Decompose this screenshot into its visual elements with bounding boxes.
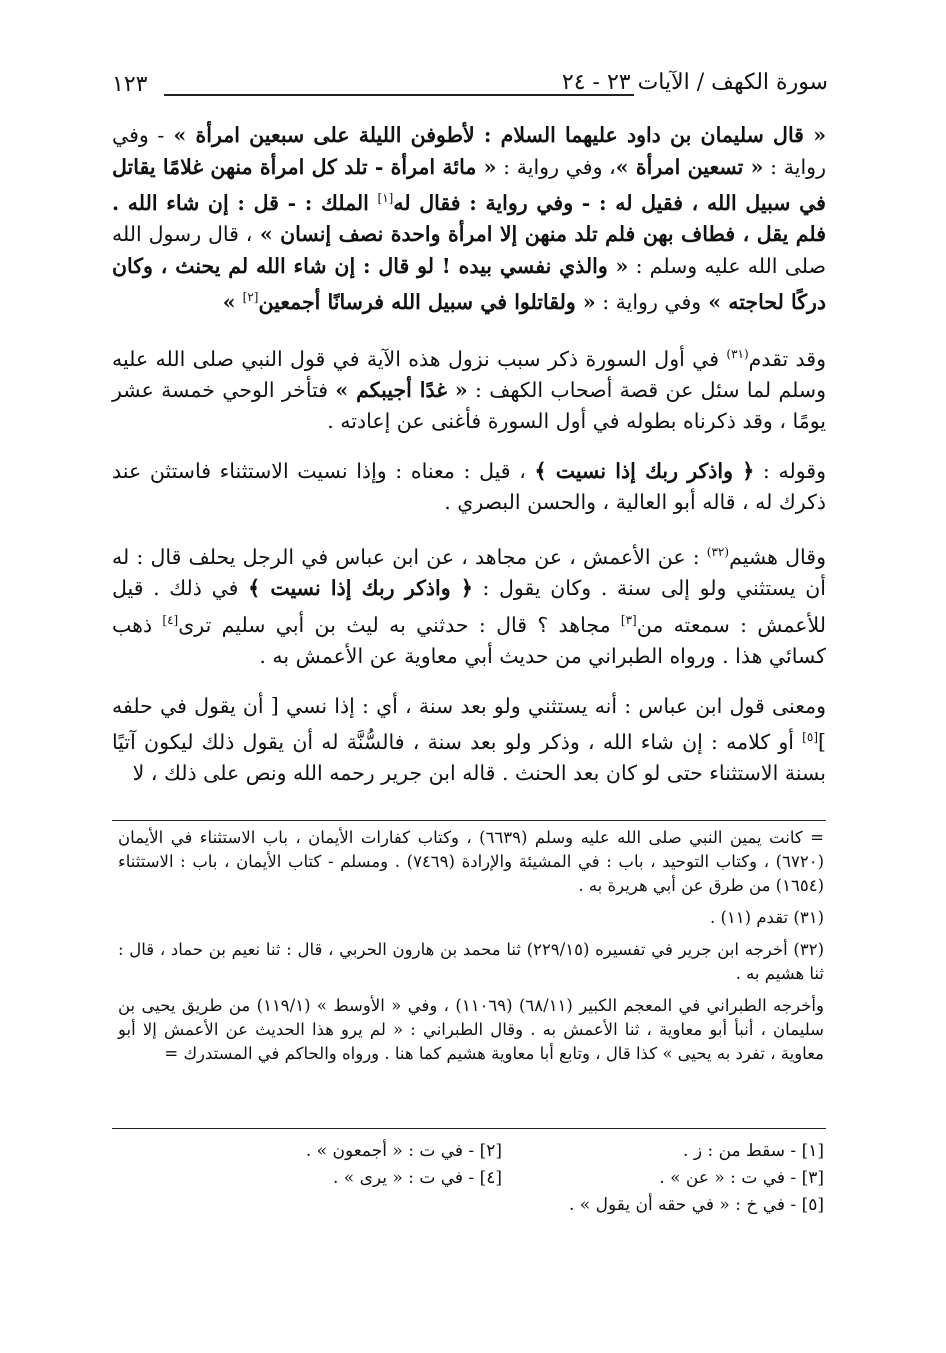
text: ومعنى قول ابن عباس : أنه يستثني ولو بعد سنة ، أي : إذا نسي [ أن يقول في حلفه ] <box>112 693 826 754</box>
text: ذهب كسائي هذا . ورواه الطبراني من حديث أبي معاوية عن الأعمش به . <box>112 612 826 669</box>
paragraph-2 <box>112 339 826 438</box>
text: - وفي رواية : <box>112 123 826 179</box>
footnote-marker: (٣١) <box>726 346 749 361</box>
text: أو كلامه : إن شاء الله ، وذكر ولو بعد سنة ، فالسُّنَّة له أن يقول ذلك ليكون آتيًا بسنة الاستثناء حتى لو كان بعد الحنث . قاله ابن جرير رحمه الله ونص على ذلك ، لا <box>112 729 826 786</box>
text: ، قال رسول الله صلى الله عليه وسلم : <box>112 222 826 278</box>
footnote: = كانت يمين النبي صلى الله عليه وسلم (٦٦٣٩) ، وكتاب كفارات الأيمان ، باب الاستثناء في الأيمان (٦٧٢٠) ، وكتاب التوحيد ، باب : في المشيئة والإرادة (٧٤٦٩) . ومسلم - كتاب الأيمان ، باب : الاستثناء (١٦٥٤) من طرق عن أبي هريرة به . <box>118 828 824 895</box>
quote: « تسعين امرأة » <box>615 154 764 179</box>
variants-row <box>180 1192 824 1219</box>
text: في أول السورة ذكر سبب نزول هذه الآية في قول النبي صلى الله عليه وسلم لما سئل عن قصة أصحاب الكهف : <box>112 346 826 402</box>
paragraph-3 <box>112 456 826 519</box>
footnotes <box>118 826 824 1074</box>
footnote: وأخرجه الطبراني في المعجم الكبير (٦٨/١١) (١١٠٦٩) ، وفي « الأوسط » (١١٩/١) من طريق يحيى بن سليمان ، أنبأ أبو معاوية ، ثنا الأعمش به . وقال الطبراني : « لم يرو هذا الحديث عن الأعمش إلا أبو معاوية ، تفرد به يحيى » كذا قال ، وتابع أبا معاوية هشيم كما هنا . ورواه والحاكم في المستدرك = <box>118 996 824 1063</box>
footnotes-divider <box>112 820 826 821</box>
text: وقال هشيم <box>729 544 826 569</box>
page-number: ١٢٣ <box>112 72 148 97</box>
footnote: (٣١) تقدم (١١) . <box>709 908 824 927</box>
quote: « قال سليمان بن داود عليهما السلام : لأطوفن الليلة على سبعين امرأة » <box>164 123 827 147</box>
variant-note: [٣] - في ت : « عن » . <box>659 1168 824 1188</box>
text: وفي رواية : <box>595 290 702 315</box>
main-text <box>112 120 826 808</box>
text: مجاهد ؟ قال : حدثني به ليث بن أبي سليم ترى <box>178 612 621 637</box>
paragraph-1 <box>112 120 826 319</box>
quote: « غدًا أجيبكم » <box>335 377 468 402</box>
variant-marker: [٤] <box>162 612 179 627</box>
variant-note: [٥] - في خ : « في حقه أن يقول » . <box>569 1195 824 1215</box>
variant-empty <box>180 1192 502 1219</box>
page-header <box>112 70 828 100</box>
running-title: سورة الكهف / الآيات ٢٣ - ٢٤ <box>561 70 828 95</box>
text: وقوله : <box>754 458 827 483</box>
text: ، قيل : معناه : وإذا نسيت الاستثناء فاستثن عند ذكرك له ، قاله أبو العالية ، والحسن البصري . <box>112 458 826 515</box>
variants-divider <box>112 1128 826 1129</box>
quote: « ولقاتلوا في سبيل الله فرسانًا أجمعين <box>258 290 596 315</box>
quote: « مائة امرأة - تلد كل امرأة منهن غلامًا يقاتل في سبيل الله ، فقيل له : - وفي رواية : فقال له <box>112 154 826 215</box>
text: : عن الأعمش ، عن مجاهد ، عن ابن عباس في الرجل يحلف قال : له أن يستثني ولو إلى سنة . وكان يقول : <box>112 544 826 601</box>
footnote: (٣٢) أخرجه ابن جرير في تفسيره (٢٢٩/١٥) ثنا محمد بن هارون الحربي ، قال : ثنا نعيم بن حماد ، قال : ثنا هشيم به . <box>118 940 824 983</box>
quote: الملك : - قل : إن شاء الله . فلم يقل ، فطاف بهن فلم تلد منهن إلا امرأة واحدة نصف إنسان » <box>112 190 826 247</box>
quote: « والذي نفسي بيده ! لو قال : إن شاء الله لم يحنث ، وكان دركًا لحاجته » <box>112 253 826 315</box>
variants-row <box>180 1138 824 1165</box>
variant-marker: [٢] <box>242 290 259 305</box>
verse: ﴿ واذكر ربك إذا نسيت ﴾ <box>248 576 473 601</box>
variants-row <box>180 1165 824 1192</box>
text: فتأخر الوحي خمسة عشر يومًا ، وقد ذكرناه بطوله في أول السورة فأغنى عن إعادته . <box>112 377 826 434</box>
text: في ذلك . قيل للأعمش : سمعته من <box>112 576 826 637</box>
variant-marker: [٥] <box>802 730 818 745</box>
text: وقد تقدم <box>748 346 826 371</box>
verse: ﴿ واذكر ربك إذا نسيت ﴾ <box>534 458 755 483</box>
footnote-marker: (٣٢) <box>706 544 730 559</box>
text: ، وفي رواية : <box>496 154 616 179</box>
quote: » <box>222 290 243 315</box>
paragraph-5 <box>112 691 826 790</box>
variant-marker: [٣] <box>620 612 637 627</box>
variant-note: [١] - سقط من : ز . <box>683 1141 824 1161</box>
variant-note: [٤] - في ت : « يرى » . <box>332 1168 502 1188</box>
paragraph-4 <box>112 537 826 673</box>
header-rule <box>164 94 634 96</box>
manuscript-variants <box>180 1138 824 1219</box>
variant-marker: [١] <box>377 191 394 205</box>
variant-note: [٢] - في ت : « أجمعون » . <box>305 1141 502 1161</box>
